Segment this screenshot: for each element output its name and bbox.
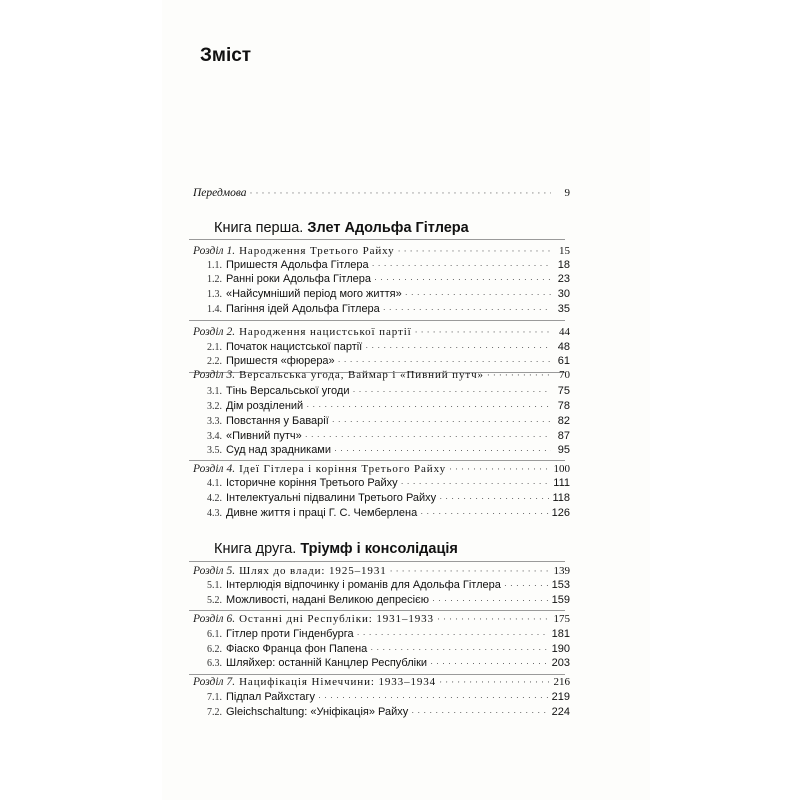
leader-dots (405, 287, 551, 301)
page-number: 216 (553, 676, 570, 688)
section-title: Інтерлюдія відпочинку і романів для Адольфа Гітлера (226, 579, 501, 591)
page-number: 95 (557, 444, 570, 456)
section-title: Дім розділений (226, 400, 304, 412)
book-one-heading (214, 220, 469, 236)
leader-dots (411, 705, 548, 719)
leader-dots (401, 476, 551, 490)
leader-dots (365, 340, 551, 354)
section-title: Ранні роки Адольфа Гітлера (226, 273, 371, 285)
page-number: 175 (553, 613, 570, 625)
section-title: Фіаско Франца фон Папена (226, 643, 368, 655)
section-title: «Найсумніший період мого життя» (226, 288, 402, 300)
section-number: 3.2. (207, 401, 222, 412)
section-title: Пришестя «фюрера» (226, 355, 335, 367)
preface-title: Передмова (193, 187, 247, 199)
page-number: 203 (551, 657, 570, 669)
leader-dots (305, 429, 551, 443)
section-number: 4.1. (207, 478, 222, 489)
page-number: 61 (557, 355, 570, 367)
section-title: Історичне коріння Третього Райху (226, 477, 398, 489)
leader-dots (390, 564, 551, 578)
page-number: 224 (551, 706, 570, 718)
leader-dots (332, 414, 551, 428)
toc-chapter-entry[interactable] (193, 325, 570, 339)
page-number: 18 (557, 259, 570, 271)
chapter-number: Розділ 3. (193, 369, 236, 381)
toc-section-entry[interactable] (207, 302, 570, 317)
toc-section-entry[interactable] (207, 642, 570, 657)
divider (189, 320, 565, 321)
section-title: Дивне життя і праці Г. С. Чемберлена (226, 507, 418, 519)
toc-section-entry[interactable] (207, 656, 570, 671)
section-title: Шляйхер: останній Канцлер Республіки (226, 657, 428, 669)
section-number: 6.2. (207, 644, 222, 655)
section-number: 3.3. (207, 416, 222, 427)
toc-section-entry[interactable] (207, 476, 570, 491)
section-number: 5.1. (207, 580, 222, 591)
toc-section-entry[interactable] (207, 340, 570, 355)
chapter-number: Розділ 1. (193, 245, 236, 257)
page-number: 153 (551, 579, 570, 591)
page-number: 159 (551, 594, 570, 606)
leader-dots (338, 354, 551, 368)
toc-section-entry[interactable] (207, 705, 570, 720)
book-two-title: Тріумф і консолідація (300, 541, 458, 557)
page-number: 181 (551, 628, 570, 640)
page-number: 82 (557, 415, 570, 427)
section-number: 3.1. (207, 386, 222, 397)
leader-dots (306, 399, 551, 413)
leader-dots (449, 462, 551, 476)
toc-section-entry[interactable] (207, 593, 570, 608)
chapter-number: Розділ 4. (193, 463, 236, 475)
leader-dots (487, 368, 551, 382)
section-title: Початок нацистської партії (226, 341, 363, 353)
section-number: 4.2. (207, 493, 222, 504)
chapter-title: Ідеї Гітлера і коріння Третього Райху (239, 463, 446, 475)
book-two-heading (214, 541, 458, 557)
section-title: Пагіння ідей Адольфа Гітлера (226, 303, 380, 315)
toc-section-entry[interactable] (207, 354, 570, 369)
divider (189, 460, 565, 461)
page-number: 23 (557, 273, 570, 285)
toc-section-entry[interactable] (207, 627, 570, 642)
leader-dots (372, 258, 551, 272)
chapter-number: Розділ 7. (193, 676, 236, 688)
page-number: 75 (557, 385, 570, 397)
section-number: 1.3. (207, 289, 222, 300)
toc-chapter-entry[interactable] (193, 612, 570, 626)
leader-dots (504, 578, 549, 592)
leader-dots (398, 244, 551, 258)
leader-dots (352, 384, 551, 398)
leader-dots (439, 675, 550, 689)
chapter-title: Нацифікація Німеччини: 1933–1934 (239, 676, 437, 688)
chapter-title: Народження нацистської партії (239, 326, 412, 338)
page-number: 78 (557, 400, 570, 412)
leader-dots (420, 506, 548, 520)
toc-section-entry[interactable] (207, 429, 570, 444)
book-two-label: Книга друга. (214, 541, 297, 557)
leader-dots (430, 656, 549, 670)
chapter-title: Версальська угода, Ваймар і «Пивний путч» (239, 369, 484, 381)
section-title: «Пивний путч» (226, 430, 302, 442)
chapter-title: Народження Третього Райху (239, 245, 395, 257)
toc-section-entry[interactable] (207, 258, 570, 273)
section-number: 2.1. (207, 342, 222, 353)
chapter-number: Розділ 6. (193, 613, 236, 625)
page-number: 70 (559, 369, 570, 381)
section-number: 1.4. (207, 304, 222, 315)
toc-section-entry[interactable] (207, 384, 570, 399)
leader-dots (250, 186, 551, 200)
page-number: 111 (553, 477, 570, 489)
toc-preface-entry[interactable] (193, 186, 570, 200)
page-number: 48 (557, 341, 570, 353)
toc-section-entry[interactable] (207, 506, 570, 521)
leader-dots (374, 272, 551, 286)
section-number: 2.2. (207, 356, 222, 367)
section-title: Можливості, надані Великою депресією (226, 594, 429, 606)
section-number: 1.2. (207, 274, 222, 285)
section-number: 6.1. (207, 629, 222, 640)
chapter-title: Останні дні Республіки: 1931–1933 (239, 613, 434, 625)
toc-chapter-entry[interactable] (193, 675, 570, 689)
section-title: Гітлер проти Гінденбурга (226, 628, 354, 640)
toc-section-entry[interactable] (207, 272, 570, 287)
page-number: 87 (557, 430, 570, 442)
toc-section-entry[interactable] (207, 443, 570, 458)
chapter-title: Шлях до влади: 1925–1931 (239, 565, 387, 577)
leader-dots (437, 612, 551, 626)
section-number: 7.2. (207, 707, 222, 718)
toc-section-entry[interactable] (207, 491, 570, 506)
page-number: 30 (557, 288, 570, 300)
leader-dots (432, 593, 549, 607)
page-number: 35 (557, 303, 570, 315)
divider (189, 561, 565, 562)
leader-dots (334, 443, 551, 457)
toc-section-entry[interactable] (207, 578, 570, 593)
section-title: Підпал Райхстагу (226, 691, 315, 703)
page-number: 118 (552, 492, 570, 504)
page-number: 44 (559, 326, 570, 338)
divider (189, 239, 565, 240)
leader-dots (318, 690, 549, 704)
divider (189, 610, 565, 611)
section-title: Суд над зрадниками (226, 444, 332, 456)
page-number: 126 (551, 507, 570, 519)
leader-dots (370, 642, 548, 656)
section-number: 4.3. (207, 508, 222, 519)
toc-section-entry[interactable] (207, 287, 570, 302)
toc-chapter-entry[interactable] (193, 564, 570, 578)
section-title: Gleichschaltung: «Уніфікація» Райху (226, 706, 409, 718)
leader-dots (357, 627, 549, 641)
section-title: Пришестя Адольфа Гітлера (226, 259, 369, 271)
toc-chapter-entry[interactable] (193, 368, 570, 382)
page-number: 190 (551, 643, 570, 655)
page-number: 9 (564, 187, 570, 199)
section-title: Тінь Версальської угоди (226, 385, 350, 397)
leader-dots (415, 325, 551, 339)
section-number: 3.5. (207, 445, 222, 456)
toc-chapter-entry[interactable] (193, 462, 570, 476)
section-number: 1.1. (207, 260, 222, 271)
section-number: 6.3. (207, 658, 222, 669)
toc-chapter-entry[interactable] (193, 244, 570, 258)
contents-heading: Зміст (200, 45, 252, 66)
page-number: 139 (553, 565, 570, 577)
chapter-number: Розділ 2. (193, 326, 236, 338)
section-number: 7.1. (207, 692, 222, 703)
leader-dots (383, 302, 551, 316)
page-number: 15 (559, 245, 570, 257)
book-one-label: Книга перша. (214, 220, 304, 236)
section-title: Інтелектуальні підвалини Третього Райху (226, 492, 437, 504)
toc-section-entry[interactable] (207, 690, 570, 705)
toc-section-entry[interactable] (207, 399, 570, 414)
page-number: 100 (553, 463, 570, 475)
leader-dots (439, 491, 549, 505)
section-number: 5.2. (207, 595, 222, 606)
book-one-title: Злет Адольфа Гітлера (307, 220, 469, 236)
toc-section-entry[interactable] (207, 414, 570, 429)
chapter-number: Розділ 5. (193, 565, 236, 577)
section-title: Повстання у Баварії (226, 415, 329, 427)
section-number: 3.4. (207, 431, 222, 442)
page-number: 219 (551, 691, 570, 703)
